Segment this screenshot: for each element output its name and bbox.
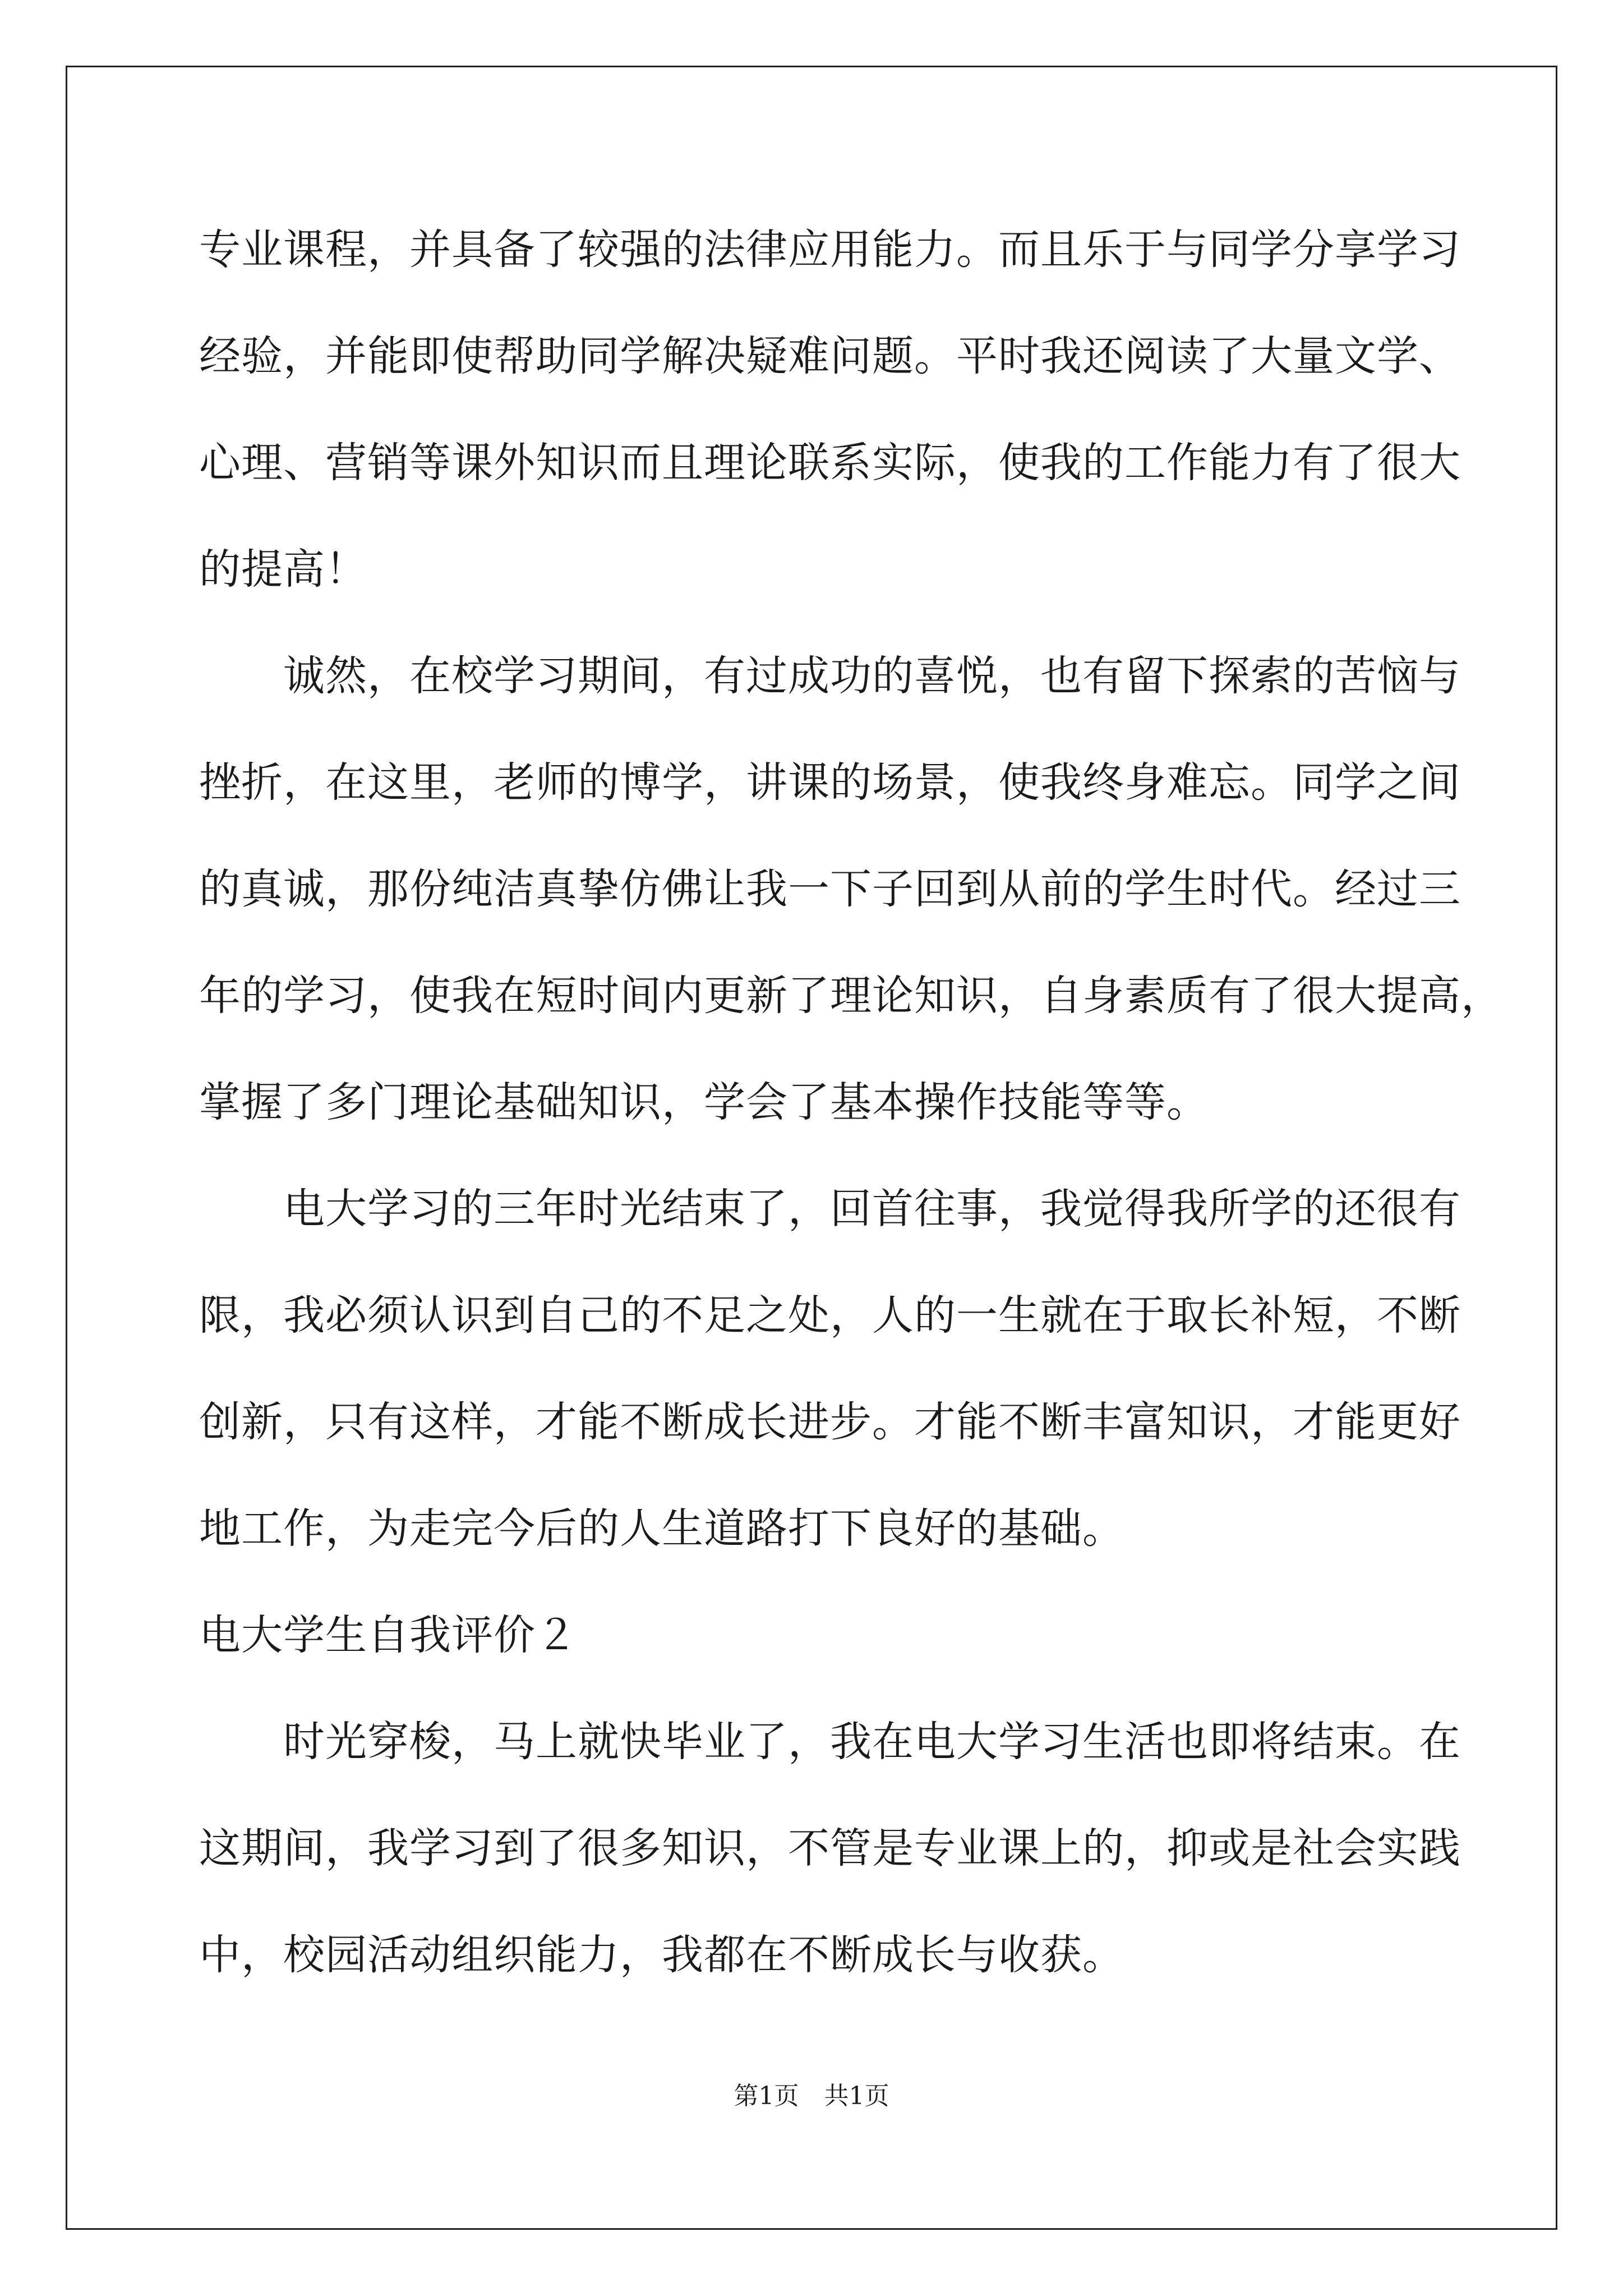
paragraph-start-line: 诚然，在校学习期间，有过成功的喜悦，也有留下探索的苦恼与 bbox=[283, 652, 1461, 700]
text-line: 挫折，在这里，老师的博学，讲课的场景，使我终身难忘。同学之间 bbox=[199, 758, 1461, 807]
text-line: 经验，并能即使帮助同学解决疑难问题。平时我还阅读了大量文学、 bbox=[199, 332, 1461, 380]
text-line: 中，校园活动组织能力，我都在不断成长与收获。 bbox=[199, 1931, 1124, 1979]
text-line: 专业课程，并具备了较强的法律应用能力。而且乐于与同学分享学习 bbox=[199, 226, 1461, 274]
paragraph-start-line: 电大学习的三年时光结束了，回首往事，我觉得我所学的还很有 bbox=[283, 1185, 1461, 1233]
section-heading: 电大学生自我评价２ bbox=[199, 1611, 578, 1659]
text-line: 掌握了多门理论基础知识，学会了基本操作技能等等。 bbox=[199, 1078, 1209, 1126]
text-line: 年的学习，使我在短时间内更新了理论知识，自身素质有了很大提高， bbox=[199, 972, 1503, 1020]
page-footer bbox=[0, 2076, 1623, 2111]
text-line: 创新，只有这样，才能不断成长进步。才能不断丰富知识，才能更好 bbox=[199, 1398, 1461, 1446]
text-line: 这期间，我学习到了很多知识，不管是专业课上的，抑或是社会实践 bbox=[199, 1824, 1461, 1872]
paragraph-start-line: 时光穿梭，马上就快毕业了，我在电大学习生活也即将结束。在 bbox=[283, 1718, 1461, 1766]
text-line: 限，我必须认识到自己的不足之处，人的一生就在于取长补短，不断 bbox=[199, 1291, 1461, 1340]
page-total: 共1页 bbox=[824, 2082, 889, 2110]
document-body bbox=[199, 205, 1503, 2017]
text-line: 地工作，为走完今后的人生道路打下良好的基础。 bbox=[199, 1504, 1124, 1553]
text-line: 的提高！ bbox=[199, 545, 367, 593]
text-line: 的真诚，那份纯洁真挚仿佛让我一下子回到从前的学生时代。经过三 bbox=[199, 865, 1461, 913]
text-line: 心理、营销等课外知识而且理论联系实际，使我的工作能力有了很大 bbox=[199, 439, 1461, 487]
page-number: 第1页 bbox=[734, 2082, 799, 2110]
